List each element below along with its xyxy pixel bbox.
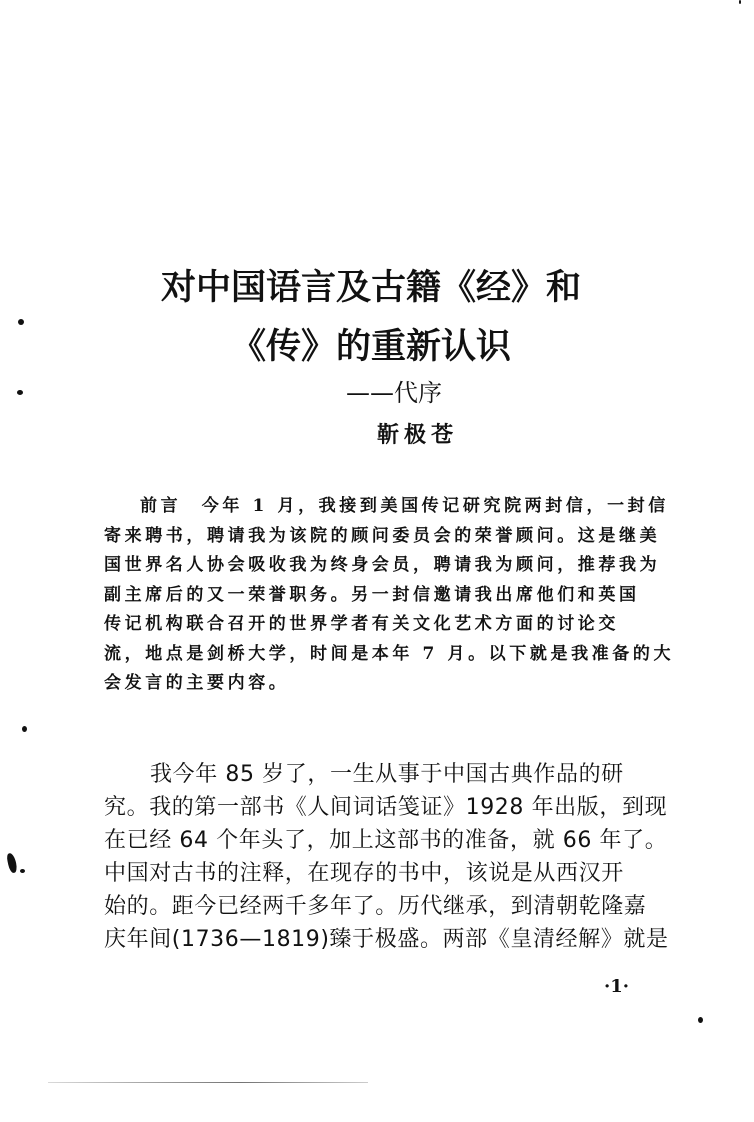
preface-line: 会发言的主要内容。 (104, 673, 290, 693)
page-number: ·1· (604, 976, 630, 997)
scan-speck (739, 0, 741, 4)
scan-speck (698, 1017, 703, 1023)
scan-rule-line (48, 1082, 368, 1083)
body-paragraph (104, 758, 684, 956)
author-name: 靳极苍 (377, 422, 459, 448)
scan-edge-mark (6, 852, 18, 873)
preface-line: 传记机构联合召开的世界学者有关文化艺术方面的讨论交 (104, 614, 619, 634)
title-line-1: 对中国语言及古籍《经》和 (160, 268, 581, 308)
preface-line: 国世界名人协会吸收我为终身会员，聘请我为顾问，推荐我为 (104, 555, 661, 575)
body-line: 始的。距今已经两千多年了。历代继承，到清朝乾隆嘉 (104, 894, 647, 919)
preface-line: 寄来聘书，聘请我为该院的顾问委员会的荣誉顾问。这是继美 (104, 525, 661, 546)
scan-speck (17, 390, 23, 395)
body-line: 在已经 64 个年头了，加上这部书的准备，就 66 年了。 (104, 828, 668, 853)
body-line: 庆年间(1736—1819)臻于极盛。两部《皇清经解》就是 (104, 927, 669, 952)
subtitle: ——代序 (346, 379, 442, 407)
preface-line: 副主席后的又一荣誉职务。另一封信邀请我出席他们和英国 (104, 584, 640, 605)
preface-line: 前言 今年 1 月，我接到美国传记研究院两封信，一封信 (140, 496, 669, 516)
preface-line: 流，地点是剑桥大学，时间是本年 7 月。以下就是我准备的大 (104, 643, 675, 664)
scan-speck (18, 319, 24, 325)
body-line: 究。我的第一部书《人间词话笺证》1928 年出版，到现 (104, 795, 668, 820)
body-line: 中国对古书的注释，在现存的书中，该说是从西汉开 (104, 861, 624, 886)
preface-paragraph (104, 492, 684, 699)
title-line-2: 《传》的重新认识 (230, 327, 511, 367)
body-line: 我今年 85 岁了，一生从事于中国古典作品的研 (150, 762, 624, 787)
scan-speck (22, 726, 27, 732)
scan-speck (20, 869, 25, 873)
